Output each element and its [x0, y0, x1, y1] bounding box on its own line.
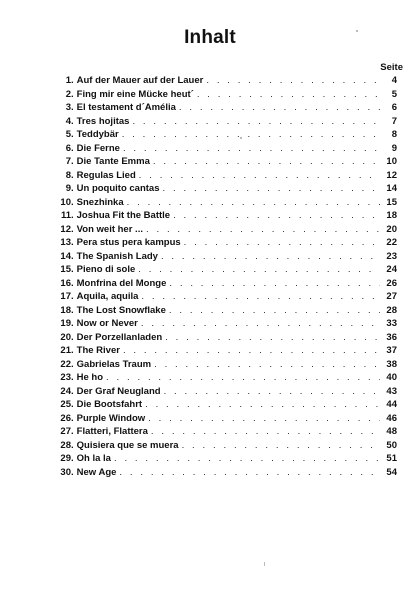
scan-speck: [264, 562, 265, 566]
toc-entry: [55, 88, 397, 102]
toc-entry: [55, 277, 397, 291]
dot-leader: [184, 236, 380, 250]
dot-leader: [197, 88, 380, 102]
toc-entry-title: Purple Window: [76, 412, 146, 424]
toc-entry-page: 50: [386, 439, 397, 451]
dot-leader: [169, 277, 380, 291]
toc-entry-page: 38: [386, 358, 397, 370]
dot-leader: [114, 452, 380, 466]
dot-leader: [161, 250, 380, 264]
toc-entry-page: 54: [386, 466, 397, 478]
toc-entry-number: 7: [65, 156, 71, 167]
toc-entry-page: 28: [386, 304, 397, 316]
toc-entry-number-period: .: [71, 466, 74, 478]
dot-leader: [153, 155, 380, 169]
toc-entry-number: 6: [65, 142, 71, 154]
toc-entry-title: Teddybär: [76, 129, 119, 140]
toc-entry-number-period: .: [71, 88, 74, 100]
toc-entry: [55, 115, 397, 129]
toc-entry-title: Un poquito cantas: [76, 183, 160, 194]
toc-entry-number: 24: [60, 385, 71, 397]
dot-leader: [151, 425, 380, 439]
dot-leader: [206, 74, 380, 88]
toc-entry-number: 28: [60, 439, 71, 451]
dot-leader: [182, 439, 380, 453]
toc-entry: [55, 128, 397, 142]
dot-leader: [164, 385, 380, 399]
toc-entry-page: 24: [386, 264, 397, 275]
toc-entry-number-period: .: [71, 345, 74, 356]
dot-leader: [169, 304, 380, 318]
toc-entry-page: 48: [386, 426, 397, 437]
toc-entry-title: The Lost Snowflake: [76, 304, 166, 316]
toc-entry-title: Die Bootsfahrt: [76, 399, 143, 410]
toc-entry: [55, 101, 397, 115]
toc-entry: [55, 466, 397, 480]
toc-entry-page: 37: [386, 345, 397, 356]
dot-leader: [141, 317, 380, 331]
toc-entry-number: 20: [60, 331, 71, 343]
toc-entry-number-period: .: [71, 142, 74, 154]
toc-entry-page: 23: [386, 250, 397, 262]
toc-entry-page: 36: [386, 331, 397, 343]
toc-entry: [55, 317, 397, 331]
dot-leader: [138, 263, 380, 277]
toc-entry-title: Von weit her ...: [76, 223, 143, 235]
dot-leader: [127, 196, 380, 210]
toc-entry-number-period: .: [71, 291, 74, 302]
toc-entry-page: 26: [386, 277, 397, 289]
toc-entry-title: Aquila, aquila: [76, 291, 139, 302]
toc-entry: [55, 155, 397, 169]
dot-leader: [132, 115, 380, 129]
toc-entry-title: New Age: [76, 466, 117, 478]
dot-leader: [179, 101, 380, 115]
dot-leader: [123, 344, 380, 358]
toc-entry-title: The River: [76, 345, 120, 356]
dot-leader: [106, 371, 380, 385]
toc-entry: [55, 439, 397, 453]
toc-entry: [55, 344, 397, 358]
toc-entry-number-period: .: [71, 102, 74, 113]
toc-entry-number: 9: [65, 183, 71, 194]
toc-entry-number: 5: [65, 129, 71, 140]
toc-entry-page: 51: [386, 453, 397, 464]
dot-leader: [165, 331, 380, 345]
dot-leader: [148, 412, 380, 426]
dot-leader: [123, 142, 380, 156]
toc-entry-title: Flatteri, Flattera: [76, 426, 148, 437]
toc-entry-number: 2: [65, 88, 71, 100]
toc-entry: [55, 223, 397, 237]
toc-entry-number: 16: [60, 277, 71, 289]
toc-entry-title: Joshua Fit the Battle: [76, 210, 171, 221]
toc-entry: [55, 358, 397, 372]
toc-entry-title: Monfrina del Monge: [76, 277, 167, 289]
toc-entry-title: Quisiera que se muera: [76, 439, 179, 451]
toc-entry-number-period: .: [71, 196, 74, 208]
toc-entry-page: 8: [391, 129, 397, 140]
toc-entry-number-period: .: [71, 331, 74, 343]
toc-entry-number-period: .: [71, 399, 74, 410]
toc-entry: [55, 236, 397, 250]
toc-entry-number: 17: [60, 291, 71, 302]
toc-entry-number: 22: [60, 358, 71, 370]
page-title: Inhalt: [184, 27, 236, 48]
dot-leader: [163, 182, 380, 196]
dot-leader: [119, 466, 380, 480]
toc-entry-page: 10: [386, 156, 397, 167]
toc-entry-page: 6: [391, 102, 397, 113]
toc-entry-title: Pera stus pera kampus: [76, 237, 181, 248]
table-of-contents: [55, 74, 397, 479]
toc-entry: [55, 169, 397, 183]
toc-entry: [55, 263, 397, 277]
toc-entry-page: 5: [391, 88, 397, 100]
toc-entry-page: 12: [386, 169, 397, 181]
toc-entry-number: 14: [60, 250, 71, 262]
dot-leader: [154, 358, 380, 372]
toc-entry: [55, 196, 397, 210]
toc-entry-number: 29: [60, 453, 71, 464]
toc-entry-title: Now or Never: [76, 318, 138, 329]
toc-entry-number-period: .: [71, 156, 74, 167]
scan-speck: [240, 137, 242, 139]
dot-leader: [122, 128, 380, 142]
toc-entry-number-period: .: [71, 412, 74, 424]
toc-entry-number-period: .: [71, 183, 74, 194]
toc-entry-page: 27: [386, 291, 397, 302]
toc-entry-title: Fing mir eine Mücke heut´: [76, 88, 194, 100]
toc-entry-number: 21: [60, 345, 71, 356]
toc-entry-title: Pieno di sole: [76, 264, 136, 275]
toc-entry-number: 27: [60, 426, 71, 437]
toc-entry-title: He ho: [76, 372, 104, 383]
toc-entry: [55, 398, 397, 412]
toc-entry-number: 18: [60, 304, 71, 316]
dot-leader: [173, 209, 380, 223]
toc-entry-number: 15: [60, 264, 71, 275]
toc-entry-title: Gabrielas Traum: [76, 358, 152, 370]
toc-entry-number-period: .: [71, 169, 74, 181]
toc-entry-title: Regulas Lied: [76, 169, 136, 181]
toc-entry: [55, 371, 397, 385]
toc-entry-number: 25: [60, 399, 71, 410]
toc-entry-number: 30: [60, 466, 71, 478]
scan-speck: [356, 30, 358, 32]
toc-entry-number-period: .: [71, 426, 74, 437]
toc-entry: [55, 452, 397, 466]
toc-entry-number-period: .: [71, 250, 74, 262]
toc-entry-number-period: .: [71, 358, 74, 370]
dot-leader: [146, 223, 380, 237]
toc-entry-number-period: .: [71, 223, 74, 235]
toc-entry-number: 26: [60, 412, 71, 424]
toc-entry-page: 22: [386, 237, 397, 248]
toc-entry-number-period: .: [71, 277, 74, 289]
toc-entry-number-period: .: [71, 304, 74, 316]
toc-entry-page: 15: [386, 196, 397, 208]
toc-entry-number: 10: [60, 196, 71, 208]
toc-entry-page: 4: [391, 75, 397, 86]
toc-entry-title: Der Porzellanladen: [76, 331, 163, 343]
toc-entry: [55, 74, 397, 88]
toc-entry-page: 14: [386, 183, 397, 194]
toc-entry-page: 20: [386, 223, 397, 235]
toc-entry-title: Auf der Mauer auf der Lauer: [76, 75, 204, 86]
toc-entry: [55, 142, 397, 156]
toc-entry: [55, 425, 397, 439]
toc-entry-number: 13: [60, 237, 71, 248]
toc-entry-number: 8: [65, 169, 71, 181]
toc-entry-title: Die Ferne: [76, 142, 120, 154]
toc-entry-page: 44: [386, 399, 397, 410]
toc-entry-title: El testament d´Amélia: [76, 102, 176, 113]
toc-entry: [55, 290, 397, 304]
toc-entry-title: Der Graf Neugland: [76, 385, 161, 397]
toc-entry-title: Die Tante Emma: [76, 156, 150, 167]
toc-entry: [55, 331, 397, 345]
toc-entry-number-period: .: [71, 75, 74, 86]
toc-entry-page: 33: [386, 318, 397, 329]
toc-entry-number-period: .: [71, 115, 74, 127]
toc-entry-number-period: .: [71, 318, 74, 329]
toc-entry-number: 3: [65, 102, 71, 113]
toc-entry-number-period: .: [71, 439, 74, 451]
toc-entry-page: 7: [391, 115, 397, 127]
toc-entry-page: 18: [386, 210, 397, 221]
toc-entry-number: 11: [60, 210, 71, 221]
toc-entry-title: The Spanish Lady: [76, 250, 158, 262]
page-column-header: Seite: [380, 62, 403, 73]
dot-leader: [139, 169, 380, 183]
toc-entry: [55, 304, 397, 318]
toc-entry-number: 1: [65, 75, 71, 86]
toc-entry-number-period: .: [71, 372, 74, 383]
toc-entry-number: 12: [60, 223, 71, 235]
toc-entry: [55, 209, 397, 223]
toc-entry-page: 46: [386, 412, 397, 424]
toc-entry-number-period: .: [71, 129, 74, 140]
toc-entry-title: Tres hojitas: [76, 115, 130, 127]
toc-entry-page: 40: [386, 372, 397, 383]
toc-entry-title: Oh la la: [76, 453, 111, 464]
toc-entry-number-period: .: [71, 385, 74, 397]
toc-entry: [55, 412, 397, 426]
toc-entry-number-period: .: [71, 264, 74, 275]
toc-entry-number-period: .: [71, 453, 74, 464]
dot-leader: [145, 398, 380, 412]
toc-entry-title: Snezhinka: [76, 196, 124, 208]
toc-entry-number: 23: [60, 372, 71, 383]
toc-entry-page: 9: [391, 142, 397, 154]
toc-entry-page: 43: [386, 385, 397, 397]
toc-entry: [55, 385, 397, 399]
toc-entry: [55, 250, 397, 264]
toc-entry-number-period: .: [71, 210, 74, 221]
toc-entry-number-period: .: [71, 237, 74, 248]
toc-entry-number: 19: [60, 318, 71, 329]
dot-leader: [141, 290, 380, 304]
toc-entry: [55, 182, 397, 196]
toc-entry-number: 4: [65, 115, 71, 127]
